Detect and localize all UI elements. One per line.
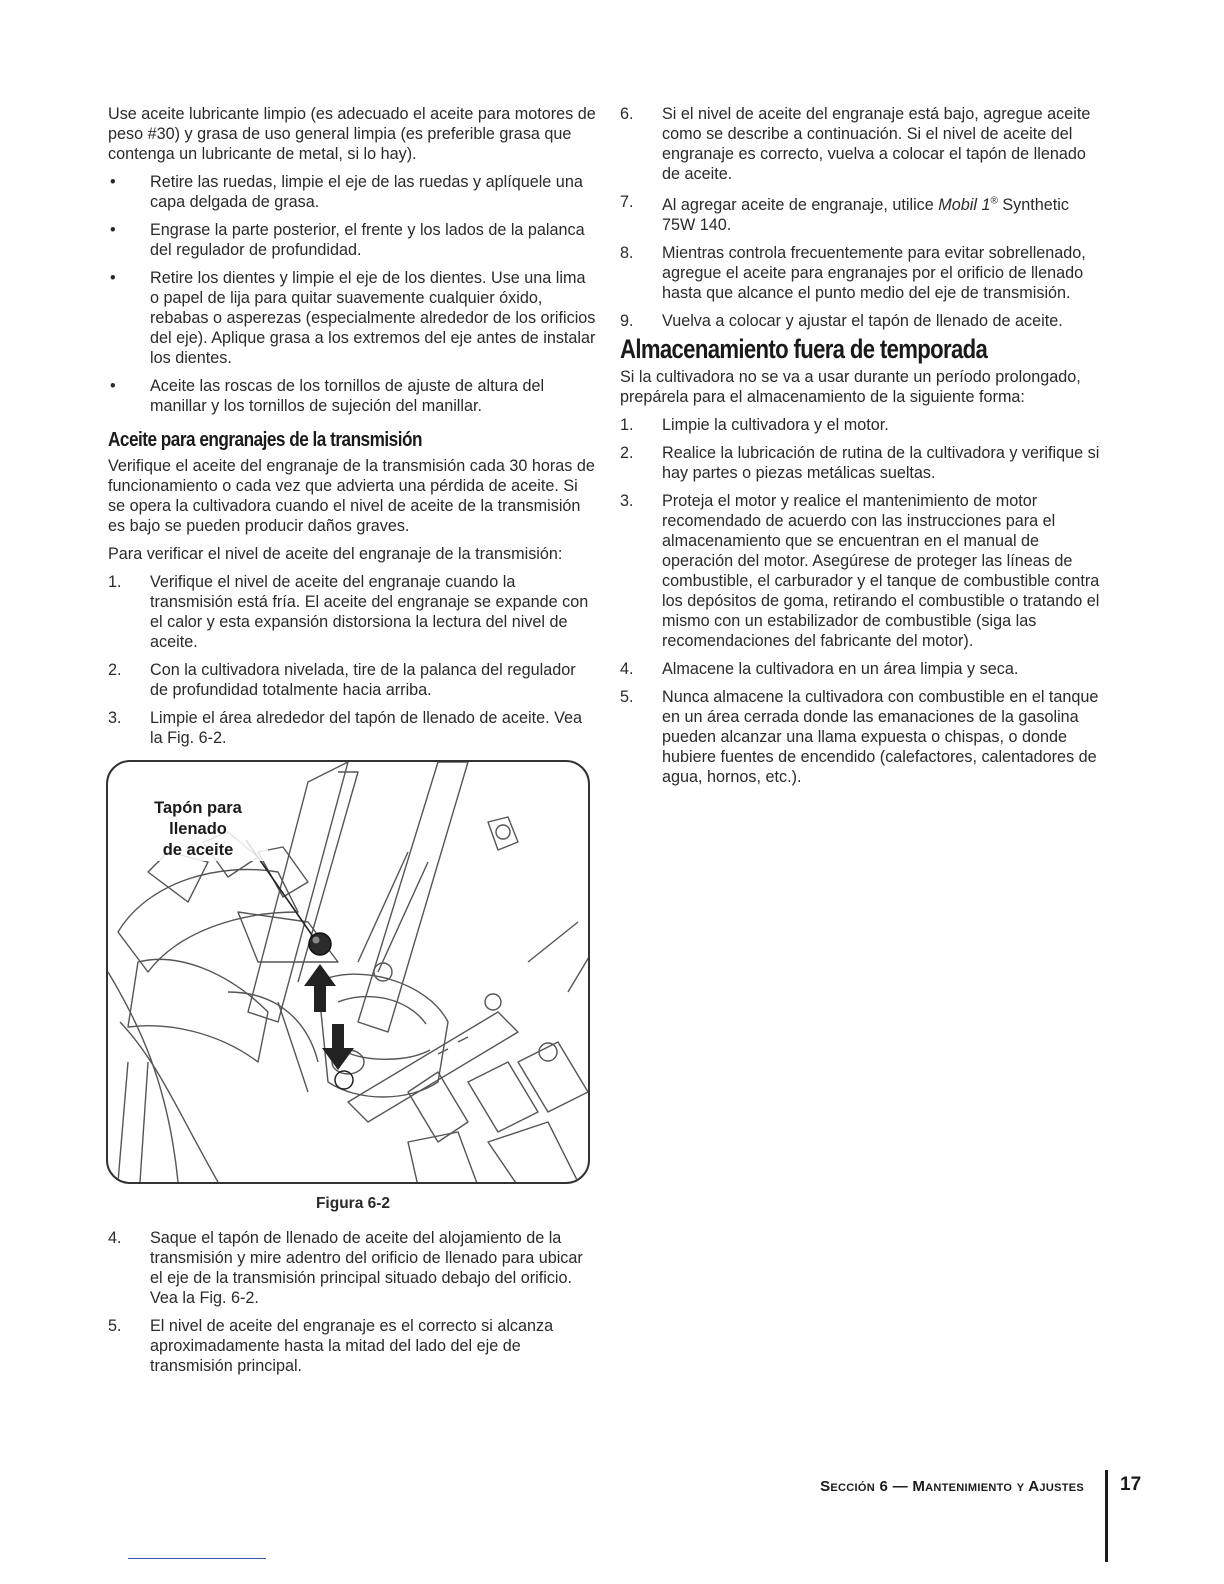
callout-line-2: de aceite xyxy=(162,841,234,859)
bullet-mark: • xyxy=(110,221,116,239)
bullet-text: Retire las ruedas, limpie el eje de las ruedas y aplíquele una capa delgada de grasa. xyxy=(150,173,583,211)
list-item xyxy=(108,376,598,416)
step-number: 5. xyxy=(108,1317,122,1335)
step-number: 5. xyxy=(620,688,634,707)
step-text-before: Al agregar aceite de engranaje, utilice xyxy=(662,196,939,215)
list-item xyxy=(620,415,1102,435)
bullet-text: Retire los dientes y limpie el eje de los dientes. Use una lima o papel de lija para quitar suavemente cualquier óxido, rebabas o asperezas (especialmente alrededor de los orificios del eje). Aplique grasa a los extremos del eje antes de instalar los dientes. xyxy=(150,269,596,367)
list-item xyxy=(108,660,598,700)
step-number: 2. xyxy=(620,444,634,463)
transmission-oil-heading: Aceite para engranajes de la transmisión xyxy=(108,429,422,451)
bottom-rule xyxy=(128,1558,266,1559)
step-number: 8. xyxy=(620,244,634,263)
up-arrow-icon xyxy=(304,964,336,1012)
step-number: 1. xyxy=(620,416,634,435)
step-number: 1. xyxy=(108,573,122,591)
step-number: 2. xyxy=(108,661,122,679)
step-number: 7. xyxy=(620,193,634,211)
list-item xyxy=(620,243,1102,303)
page-number: 17 xyxy=(1120,1474,1142,1495)
check-level-intro: Para verificar el nivel de aceite del engranaje de la transmisión: xyxy=(108,545,563,563)
step-number: 6. xyxy=(620,105,634,123)
step-text: Con la cultivadora nivelada, tire de la palanca del regulador de profundidad totalmente hacia arriba. xyxy=(150,661,576,699)
registered-mark: ® xyxy=(990,196,998,207)
list-item xyxy=(108,1228,598,1308)
storage-paragraph: Si la cultivadora no se va a usar durante un período prolongado, prepárela para el almacenamiento de la siguiente forma: xyxy=(620,368,1081,407)
step-number: 4. xyxy=(620,660,634,679)
step-text: Saque el tapón de llenado de aceite del alojamiento de la transmisión y mire adentro del orificio de llenado para ubicar el eje de la transmisión principal situado debajo del orificio. Vea la Fig. 6-2. xyxy=(150,1229,583,1307)
storage-heading: Almacenamiento fuera de temporada xyxy=(620,334,988,365)
bullet-mark: • xyxy=(110,173,116,191)
list-item xyxy=(108,708,598,748)
step-text: Limpie el área alrededor del tapón de llenado de aceite. Vea la Fig. 6-2. xyxy=(150,709,582,747)
step-text-after: Synthetic 75W 140. xyxy=(662,196,1069,235)
bullet-mark: • xyxy=(110,377,116,395)
list-item xyxy=(108,572,598,652)
list-item xyxy=(108,220,598,260)
step-number: 3. xyxy=(108,709,122,727)
figure-callout xyxy=(128,798,268,861)
list-item xyxy=(620,687,1102,787)
list-item xyxy=(620,104,1102,184)
list-item xyxy=(620,311,1102,331)
list-item xyxy=(620,491,1102,651)
list-item xyxy=(108,172,598,212)
right-column xyxy=(620,104,1102,795)
step-text: Vuelva a colocar y ajustar el tapón de llenado de aceite. xyxy=(662,312,1063,331)
bullet-mark: • xyxy=(110,269,116,287)
step-number: 3. xyxy=(620,492,634,511)
bullet-text: Engrase la parte posterior, el frente y los lados de la palanca del regulador de profundidad. xyxy=(150,221,585,259)
callout-line-1: Tapón para llenado xyxy=(154,799,242,838)
step-number: 4. xyxy=(108,1229,122,1247)
list-item xyxy=(620,659,1102,679)
step-text: Almacene la cultivadora en un área limpia y seca. xyxy=(662,660,1019,679)
step-text: Proteja el motor y realice el mantenimiento de motor recomendado de acuerdo con las instrucciones para el almacenamiento que se encuentran en el manual de operación del motor. Asegúrese de proteger las líneas de combustible, el carburador y el tanque de combustible contra los depósitos de goma, retirando el combustible o tratando el mismo con un estabilizador de combustible (siga las recomendaciones del fabricante del motor). xyxy=(662,492,1100,651)
bullet-text: Aceite las roscas de los tornillos de ajuste de altura del manillar y los tornillos de sujeción del manillar. xyxy=(150,377,545,415)
intro-paragraph: Use aceite lubricante limpio (es adecuado el aceite para motores de peso #30) y grasa de uso general limpia (es preferible grasa que contenga un lubricante de metal, si lo hay). xyxy=(108,105,596,163)
footer-divider xyxy=(1105,1470,1108,1562)
step-text: Verifique el nivel de aceite del engranaje cuando la transmisión está fría. El aceite del engranaje se expande con el calor y esta expansión distorsiona la lectura del nivel de aceite. xyxy=(150,573,589,651)
step-text: Si el nivel de aceite del engranaje está bajo, agregue aceite como se describe a continuación. Si el nivel de aceite del engranaje es correcto, vuelva a colocar el tapón de llenado de aceite. xyxy=(662,105,1091,183)
list-item xyxy=(620,192,1102,235)
section-footer: Sección 6 — Mantenimiento y Ajustes xyxy=(820,1478,1084,1495)
brand-name: Mobil 1 xyxy=(938,196,991,215)
step-text xyxy=(662,196,1069,234)
list-item xyxy=(620,443,1102,483)
figure-caption: Figura 6-2 xyxy=(315,1195,391,1212)
figure-6-2 xyxy=(106,760,590,1184)
oil-fill-cap xyxy=(309,933,331,955)
step-number: 9. xyxy=(620,312,634,331)
step-text: Realice la lubricación de rutina de la cultivadora y verifique si hay partes o piezas metálicas sueltas. xyxy=(662,444,1100,483)
left-column xyxy=(108,104,598,1384)
list-item xyxy=(108,268,598,368)
step-text: Mientras controla frecuentemente para evitar sobrellenado, agregue el aceite para engranajes por el orificio de llenado hasta que alcance el punto medio del eje de transmisión. xyxy=(662,244,1086,303)
list-item xyxy=(108,1316,598,1376)
step-text: Limpie la cultivadora y el motor. xyxy=(662,416,889,435)
transmission-oil-paragraph: Verifique el aceite del engranaje de la transmisión cada 30 horas de funcionamiento o cada vez que advierta una pérdida de aceite. Si se opera la cultivadora cuando el nivel de aceite de la transmisión es bajo se pueden producir daños graves. xyxy=(108,457,595,535)
step-text: El nivel de aceite del engranaje es el correcto si alcanza aproximadamente hasta la mitad del lado del eje de transmisión principal. xyxy=(150,1317,554,1375)
step-text: Nunca almacene la cultivadora con combustible en el tanque en un área cerrada donde las emanaciones de la gasolina pueden alcanzar una llama expuesta o chispas, o donde hubiere fuentes de encendido (calefactores, calentadores de agua, hornos, etc.). xyxy=(662,688,1099,787)
